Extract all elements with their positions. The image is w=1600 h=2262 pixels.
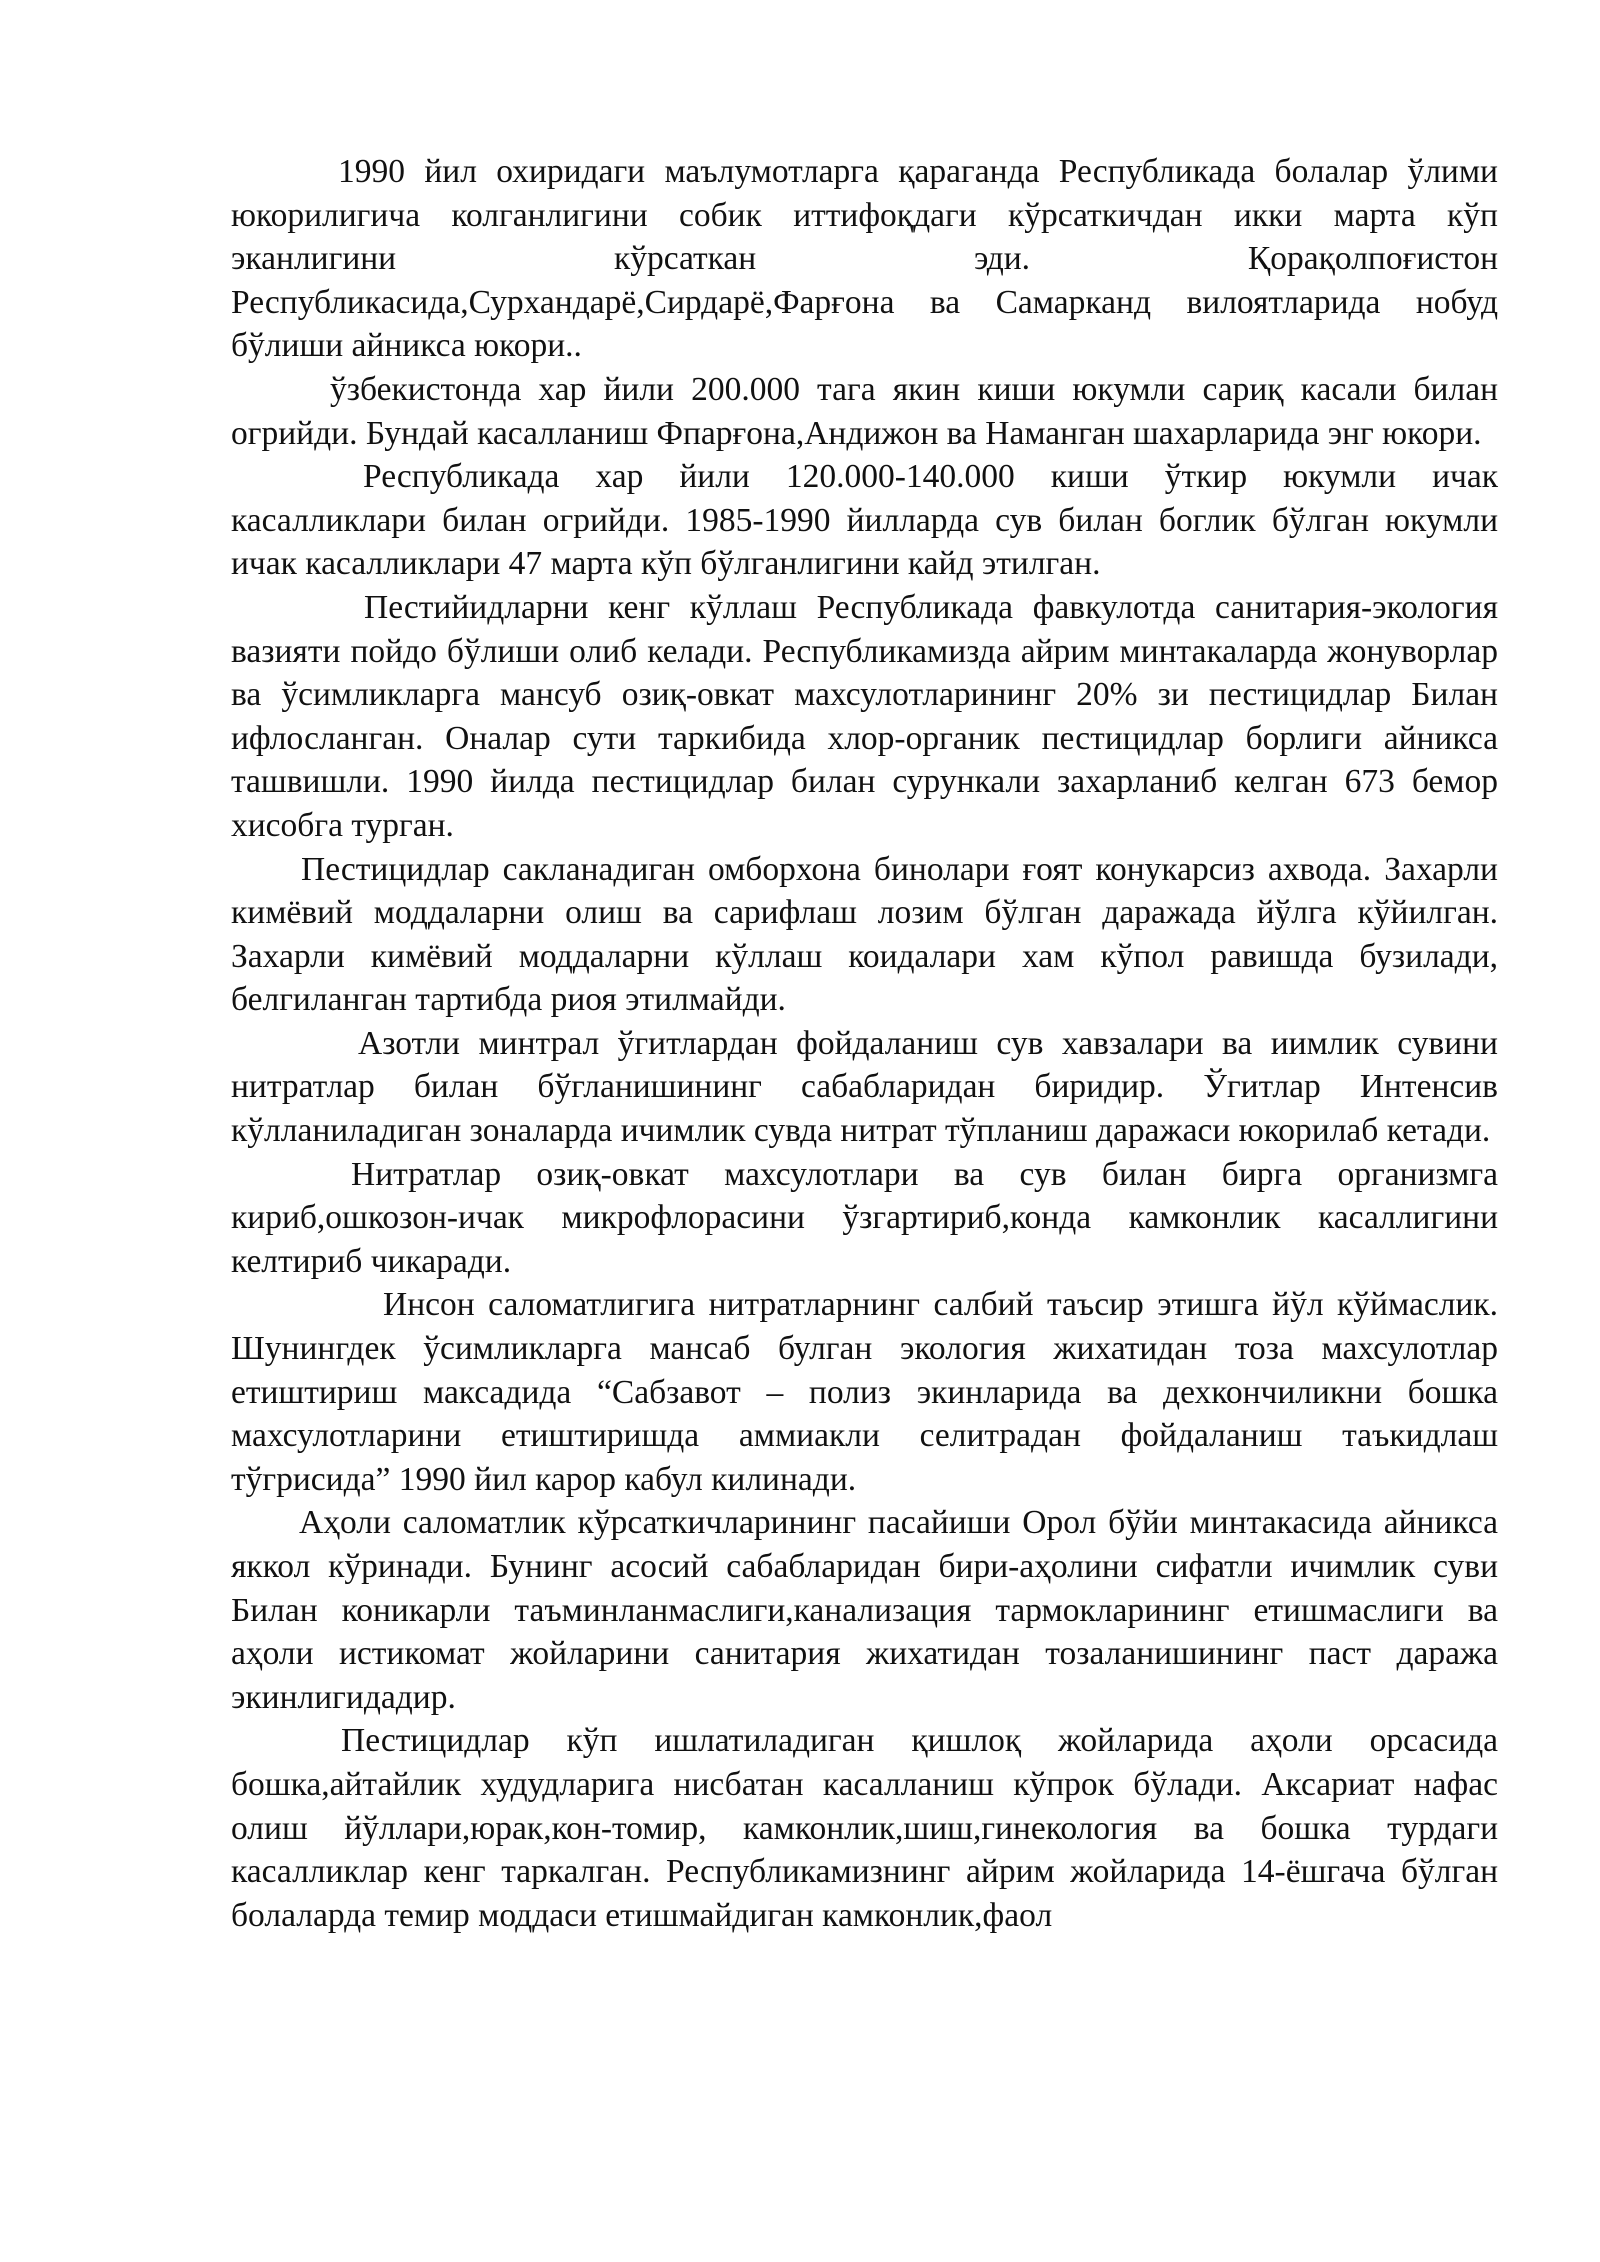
paragraph-5: Пестицидлар сакланадиган омборхона бинолари ғоят конукарсиз ахвода. Захарли кимёвий моддаларни олиш ва сарифлаш лозим бўлган даражада йўлга кўйилган. Захарли кимёвий моддаларни кўллаш коидалари хам кўпол равишда бузилади, белгиланган тартибда риоя этилмайди.	[231, 850, 1498, 1019]
paragraph-1: 1990 йил охиридаги маълумотларга қараганда Республикада болалар ўлими юкорилигича колганлигини собик иттифоқдаги кўрсаткичдан икки марта кўп эканлигини кўрсаткан эди. Қорақолпоғистон Республикасида,Сурхандарё,Сирдарё,Фарғона ва Самарканд вилоятларида нобуд бўлиши айникса юкори..	[231, 153, 1498, 365]
paragraph-7: Нитратлар озиқ-овкат махсулотлари ва сув билан бирга организмга кириб,ошкозон-ичак микрофлорасини ўзгартириб,конда камконлик касаллигини келтириб чикаради.	[231, 1155, 1498, 1280]
paragraph-9: Аҳоли саломатлик кўрсаткичларининг пасайиши Орол бўйи минтакасида айникса яккол кўринади. Бунинг асосий сабабларидан бири-аҳолини сифатли ичимлик суви Билан коникарли таъминланмаслиги,канализация тармокларининг етишмаслиги ва аҳоли истикомат жойларини санитария жихатидан тозаланишининг паст даража экинлигидадир.	[231, 1504, 1498, 1716]
paragraph-2: ўзбекистонда хар йили 200.000 тага якин киши юкумли сариқ касали билан огрийди. Бундай касалланиш Фпарғона,Андижон ва Наманган шахарларида энг юкори.	[231, 370, 1498, 452]
paragraph-6: Азотли минтрал ўгитлардан фойдаланиш сув хавзалари ва иимлик сувини нитратлар билан бўгланишининг сабабларидан биридир. Ўгитлар Интенсив кўлланиладиган зоналарда ичимлик сувда нитрат тўпланиш даражаси юкорилаб кетади.	[231, 1024, 1498, 1150]
paragraph-10: Пестицидлар кўп ишлатиладиган қишлоқ жойларида аҳоли орсасида бошка,айтайлик худудларига нисбатан касалланиш кўпрок бўлади. Аксариат нафас олиш йўллари,юрак,кон-томир, камконлик,шиш,гинекология ва бошка турдаги касалликлар кенг таркалган. Республикамизнинг айрим жойларида 14-ёшгача бўлган болаларда темир моддаси етишмайдиган камконлик,фаол	[231, 1722, 1498, 1934]
paragraph-3: Республикада хар йили 120.000-140.000 киши ўткир юкумли ичак касалликлари билан огрийди. 1985-1990 йилларда сув билан боглик бўлган юкумли ичак касалликлари 47 марта кўп бўлганлигини кайд этилган.	[231, 458, 1498, 583]
paragraph-8: Инсон саломатлигига нитратларнинг салбий таъсир этишга йўл кўймаслик. Шунингдек ўсимликларга мансаб булган экология жихатидан тоза махсулотлар етиштириш максадида “Сабзавот – полиз экинларида ва дехкончиликни бошка махсулотларини етиштиришда аммиакли селитрадан фойдаланиш таъкидлаш тўгрисида” 1990 йил карор кабул килинади.	[231, 1286, 1498, 1498]
paragraph-4: Пестийидларни кенг кўллаш Республикада фавкулотда санитария-экология вазияти пойдо бўлиши олиб келади. Республикамизда айрим минтакаларда жонуворлар ва ўсимликларга мансуб озиқ-овкат махсулотларининг 20% зи пестицидлар Билан ифлосланган. Оналар сути таркибида хлор-органик пестицидлар борлиги айникса ташвишли. 1990 йилда пестицидлар билан сурункали захарланиб келган 673 бемор хисобга турган.	[231, 588, 1498, 844]
document-body	[231, 150, 1498, 1937]
